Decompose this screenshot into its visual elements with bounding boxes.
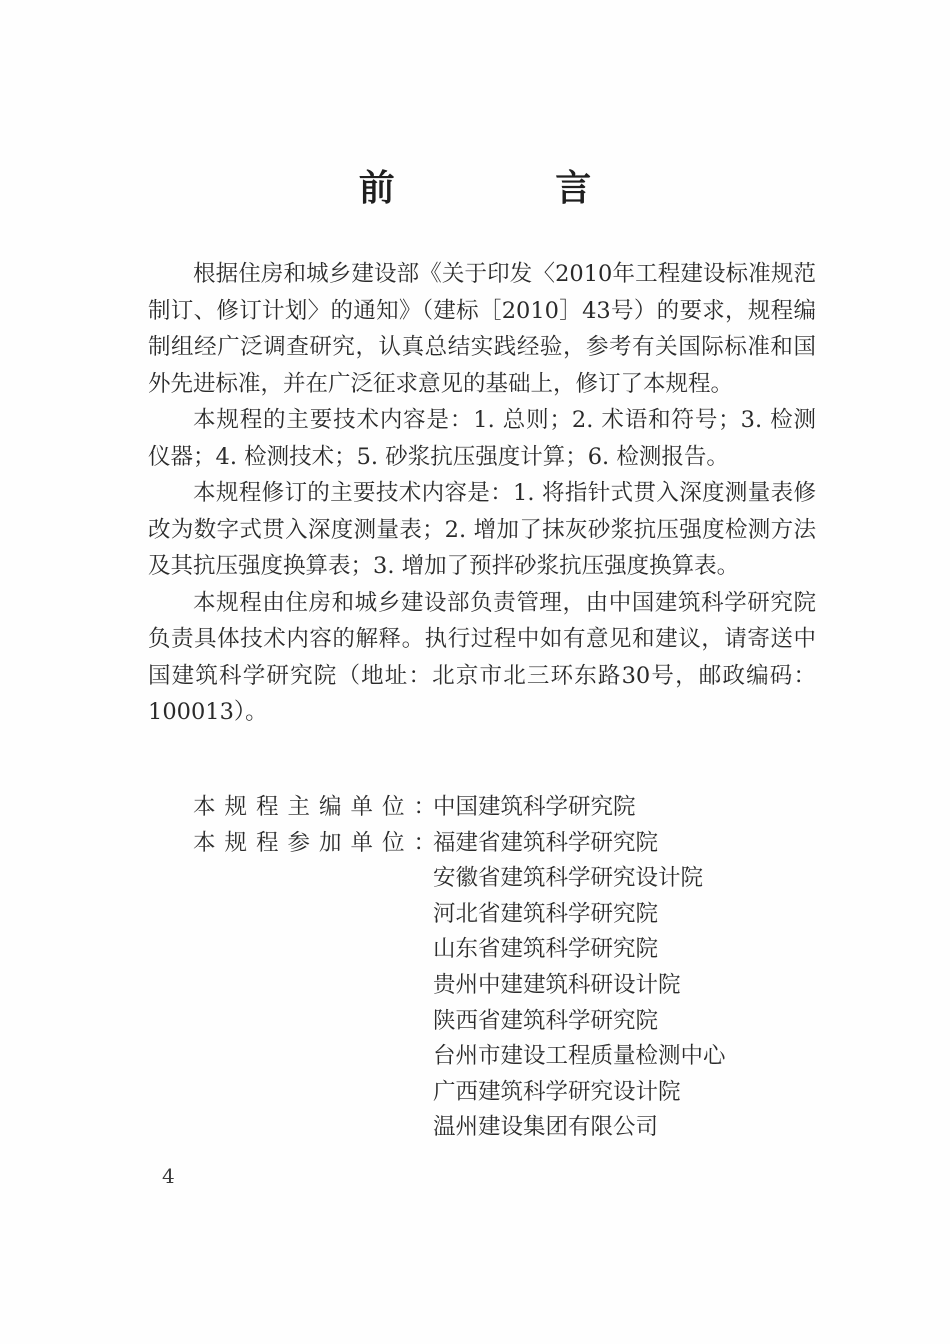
participant-unit-row bbox=[193, 932, 726, 968]
participant-unit-value: 陕西省建筑科学研究院 bbox=[433, 1007, 659, 1034]
participant-unit-value: 广西建筑科学研究设计院 bbox=[433, 1078, 681, 1105]
participant-unit-value: 贵州中建建筑科研设计院 bbox=[433, 971, 681, 998]
units-list bbox=[193, 790, 726, 1146]
participant-unit-label: 本规程参加单位： bbox=[193, 829, 446, 856]
paragraph-background: 根据住房和城乡建设部《关于印发〈2010年工程建设标准规范制订、修订计划〉的通知》（建标［2010］43号）的要求，规程编制组经广泛调查研究，认真总结实践经验，参考有关国际标准和国外先进标准，并在广泛征求意见的基础上，修订了本规程。 bbox=[148, 261, 816, 397]
participant-unit-value: 福建省建筑科学研究院 bbox=[433, 829, 659, 856]
editor-unit-row bbox=[193, 790, 726, 826]
participant-unit-row bbox=[193, 826, 726, 862]
participant-unit-value: 温州建设集团有限公司 bbox=[433, 1114, 659, 1141]
participant-unit-value: 山东省建筑科学研究院 bbox=[433, 936, 659, 963]
participant-unit-row bbox=[193, 968, 726, 1004]
preface-body bbox=[148, 256, 816, 731]
paragraph-revision-content: 本规程修订的主要技术内容是：1. 将指针式贯入深度测量表修改为数字式贯入深度测量表；2. 增加了抹灰砂浆抗压强度检测方法及其抗压强度换算表；3. 增加了预拌砂浆抗压强度换算表。 bbox=[148, 480, 816, 579]
page-title: 前 言 bbox=[358, 167, 666, 209]
participant-unit-value: 台州市建设工程质量检测中心 bbox=[433, 1043, 726, 1070]
editor-unit-label: 本规程主编单位： bbox=[193, 794, 446, 820]
participant-unit-value: 河北省建筑科学研究院 bbox=[433, 900, 659, 927]
participant-unit-row bbox=[193, 897, 726, 933]
participant-unit-row bbox=[193, 1110, 726, 1146]
participant-unit-value: 安徽省建筑科学研究设计院 bbox=[433, 865, 704, 892]
participant-unit-row bbox=[193, 1004, 726, 1040]
page-number: 4 bbox=[162, 1164, 175, 1188]
participant-unit-row bbox=[193, 861, 726, 897]
paragraph-main-content: 本规程的主要技术内容是：1. 总则；2. 术语和符号；3. 检测仪器；4. 检测技术；5. 砂浆抗压强度计算；6. 检测报告。 bbox=[148, 407, 816, 470]
editor-unit-value: 中国建筑科学研究院 bbox=[433, 794, 636, 820]
paragraph-management: 本规程由住房和城乡建设部负责管理，由中国建筑科学研究院负责具体技术内容的解释。执行过程中如有意见和建议，请寄送中国建筑科学研究院（地址：北京市北三环东路30号，邮政编码：100013）。 bbox=[148, 589, 816, 725]
participant-unit-row bbox=[193, 1039, 726, 1075]
participant-unit-row bbox=[193, 1075, 726, 1111]
